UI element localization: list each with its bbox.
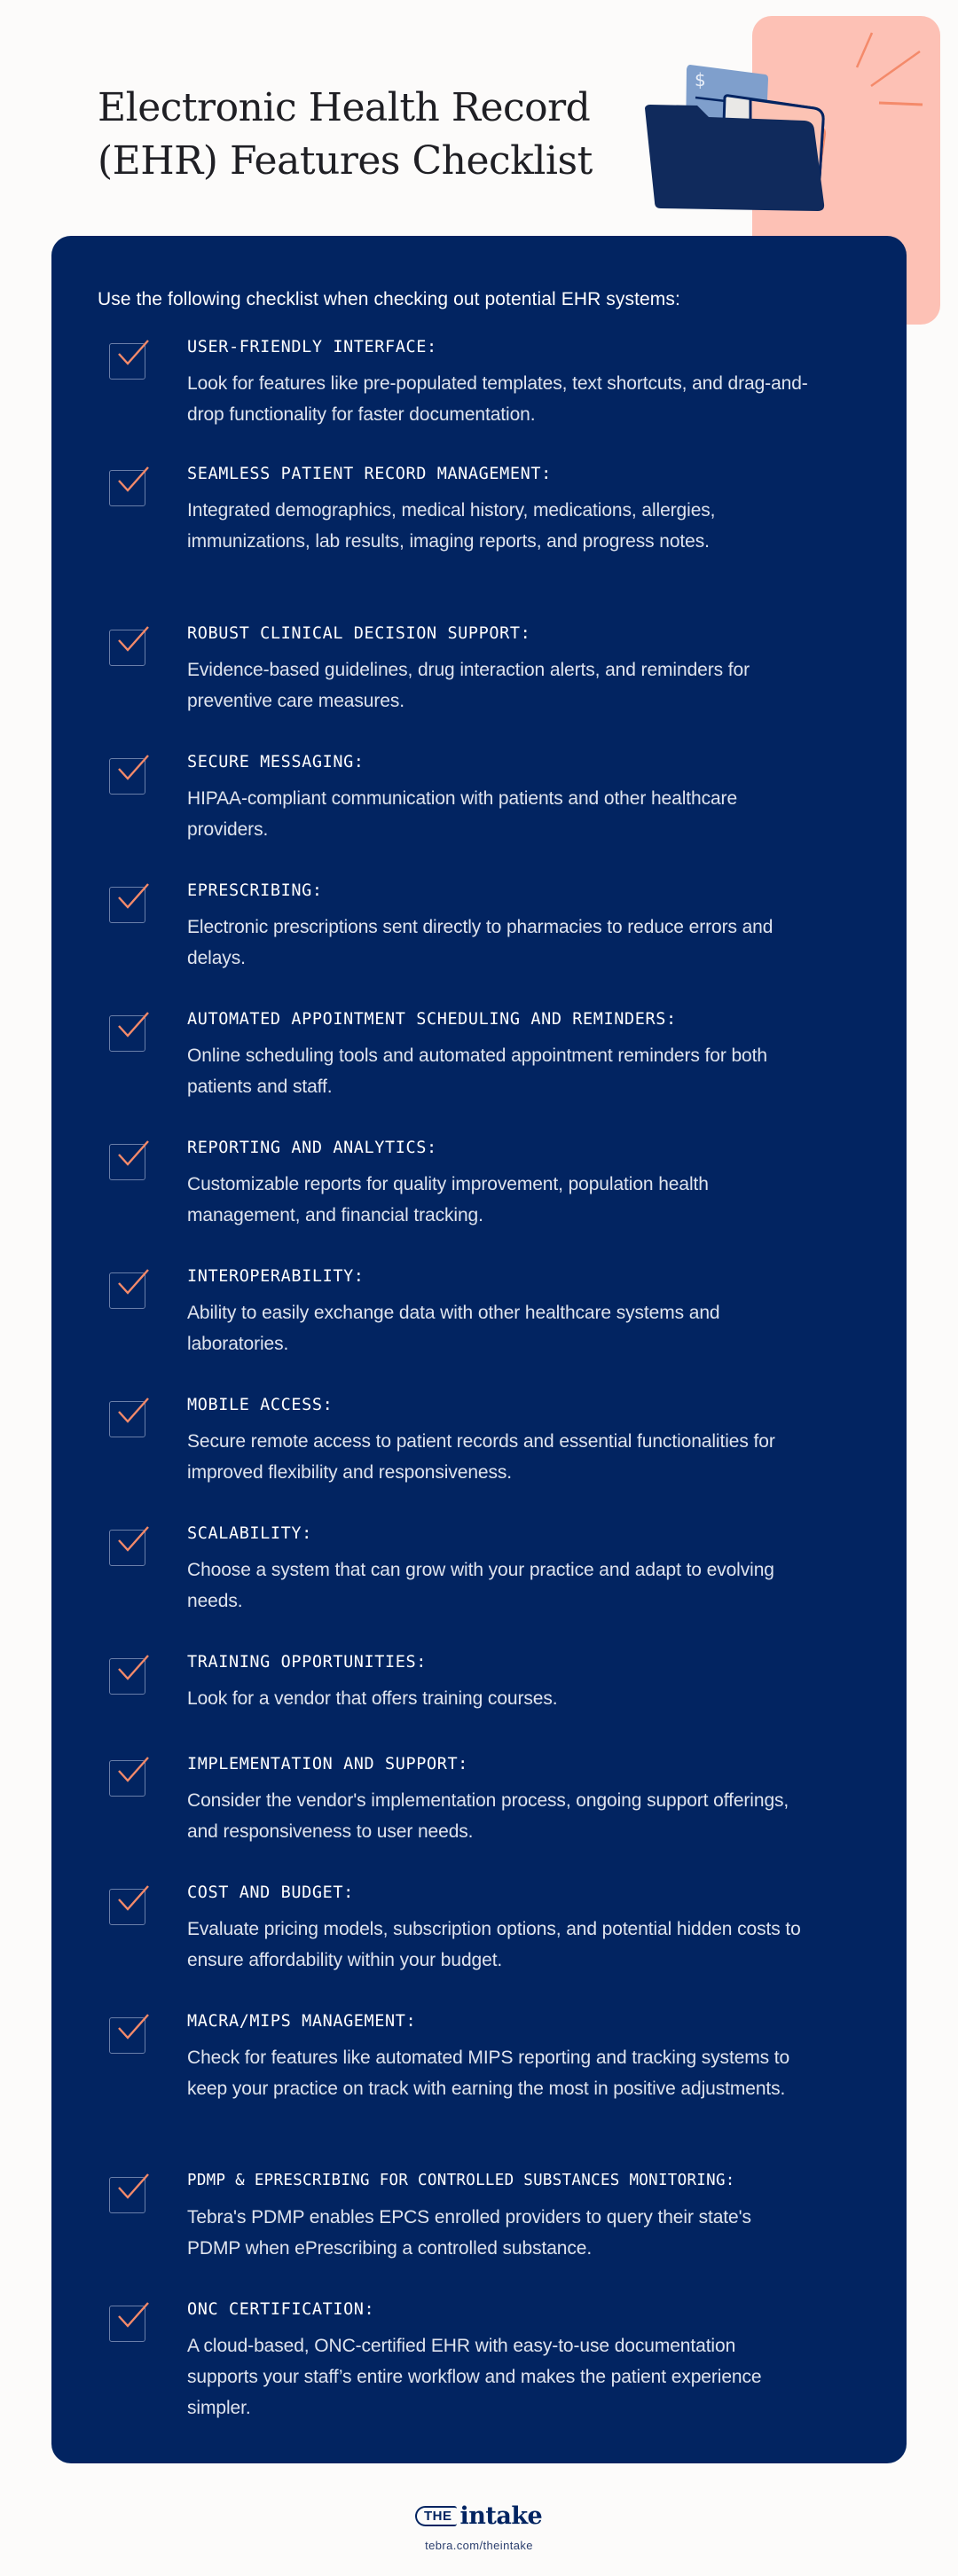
- checklist-intro: Use the following checklist when checking out potential EHR systems:: [98, 289, 680, 309]
- checkbox[interactable]: [109, 1272, 145, 1309]
- checkmark-icon: [117, 882, 153, 912]
- item-description: HIPAA-compliant communication with patients and other healthcare providers.: [187, 788, 738, 840]
- the-intake-logo[interactable]: [415, 2502, 542, 2530]
- item-heading: INTEROPERABILITY:: [187, 1267, 365, 1286]
- item-heading: AUTOMATED APPOINTMENT SCHEDULING AND REMINDERS:: [187, 1010, 677, 1029]
- title-line-1: Electronic Health Record: [98, 85, 591, 130]
- svg-text:$: $: [695, 69, 706, 90]
- checkbox[interactable]: [109, 630, 145, 666]
- checkmark-icon: [117, 1397, 153, 1427]
- item-description: Evaluate pricing models, subscription options, and potential hidden costs to ensure affordability within your budget.: [187, 1919, 801, 1970]
- checkmark-icon: [117, 1011, 153, 1041]
- item-description: Check for features like automated MIPS reporting and tracking systems to keep your practice on track with earning the most in positive adjustments.: [187, 2047, 790, 2099]
- item-description: Tebra's PDMP enables EPCS enrolled providers to query their state's PDMP when ePrescribing a controlled substance.: [187, 2207, 751, 2259]
- checkmark-icon: [117, 1654, 153, 1684]
- item-heading: PDMP & EPRESCRIBING FOR CONTROLLED SUBSTANCES MONITORING:: [187, 2172, 735, 2189]
- folder-illustration-icon: [621, 0, 958, 231]
- item-description: Customizable reports for quality improvement, population health management, and financial tracking.: [187, 1174, 709, 1225]
- item-description: Secure remote access to patient records and essential functionalities for improved flexibility and responsiveness.: [187, 1431, 775, 1483]
- checkmark-icon: [117, 625, 153, 655]
- checkmark-icon: [117, 1268, 153, 1298]
- checkmark-icon: [117, 2173, 153, 2203]
- checkmark-icon: [117, 339, 153, 369]
- checkbox[interactable]: [109, 887, 145, 923]
- checkbox[interactable]: [109, 1144, 145, 1180]
- item-description: A cloud-based, ONC-certified EHR with easy-to-use documentation supports your staff’s entire workflow and makes the patient experience simpler.: [187, 2336, 762, 2418]
- item-heading: SECURE MESSAGING:: [187, 753, 365, 771]
- checkbox[interactable]: [109, 470, 145, 506]
- item-heading: SCALABILITY:: [187, 1524, 312, 1543]
- item-heading: COST AND BUDGET:: [187, 1883, 354, 1902]
- item-description: Electronic prescriptions sent directly to pharmacies to reduce errors and delays.: [187, 917, 773, 968]
- checkmark-icon: [117, 466, 153, 496]
- item-heading: REPORTING AND ANALYTICS:: [187, 1139, 437, 1157]
- checkmark-icon: [117, 1525, 153, 1555]
- logo-intake: intake: [459, 2502, 543, 2530]
- checkbox[interactable]: [109, 2017, 145, 2054]
- item-heading: MOBILE ACCESS:: [187, 1396, 334, 1414]
- item-description: Look for features like pre-populated templates, text shortcuts, and drag-and-drop functionality for faster documentation.: [187, 373, 808, 425]
- item-heading: EPRESCRIBING:: [187, 881, 323, 900]
- checkbox[interactable]: [109, 2306, 145, 2342]
- item-heading: ONC CERTIFICATION:: [187, 2300, 375, 2319]
- item-description: Integrated demographics, medical history, medications, allergies, immunizations, lab results, imaging reports, and progress notes.: [187, 500, 716, 552]
- item-description: Choose a system that can grow with your practice and adapt to evolving needs.: [187, 1560, 774, 1611]
- checkbox[interactable]: [109, 1530, 145, 1566]
- item-description: Look for a vendor that offers training courses.: [187, 1688, 558, 1709]
- item-heading: USER-FRIENDLY INTERFACE:: [187, 338, 437, 356]
- checkbox[interactable]: [109, 1015, 145, 1052]
- checkbox[interactable]: [109, 2177, 145, 2213]
- title-line-2: (EHR) Features Checklist: [98, 138, 593, 184]
- checkmark-icon: [117, 2301, 153, 2331]
- checkmark-icon: [117, 1139, 153, 1170]
- checkmark-icon: [117, 754, 153, 784]
- item-description: Consider the vendor's implementation process, ongoing support offerings, and responsiveness to user needs.: [187, 1790, 789, 1842]
- logo-the: THE: [415, 2506, 457, 2526]
- checkbox[interactable]: [109, 1401, 145, 1437]
- checkbox[interactable]: [109, 1658, 145, 1695]
- checkbox[interactable]: [109, 1889, 145, 1925]
- item-heading: IMPLEMENTATION AND SUPPORT:: [187, 1755, 468, 1773]
- checkmark-icon: [117, 2013, 153, 2043]
- item-heading: TRAINING OPPORTUNITIES:: [187, 1653, 427, 1672]
- item-description: Ability to easily exchange data with other healthcare systems and laboratories.: [187, 1303, 720, 1354]
- checkbox[interactable]: [109, 758, 145, 795]
- checkbox[interactable]: [109, 343, 145, 380]
- item-description: Online scheduling tools and automated appointment reminders for both patients and staff.: [187, 1045, 767, 1097]
- checkmark-icon: [117, 1884, 153, 1914]
- checkbox[interactable]: [109, 1760, 145, 1797]
- item-heading: MACRA/MIPS MANAGEMENT:: [187, 2012, 417, 2031]
- page-title: [98, 82, 648, 188]
- item-heading: ROBUST CLINICAL DECISION SUPPORT:: [187, 624, 531, 643]
- footer-url-link[interactable]: tebra.com/theintake: [425, 2539, 533, 2552]
- item-heading: SEAMLESS PATIENT RECORD MANAGEMENT:: [187, 465, 552, 483]
- item-description: Evidence-based guidelines, drug interaction alerts, and reminders for preventive care measures.: [187, 660, 750, 711]
- checkmark-icon: [117, 1756, 153, 1786]
